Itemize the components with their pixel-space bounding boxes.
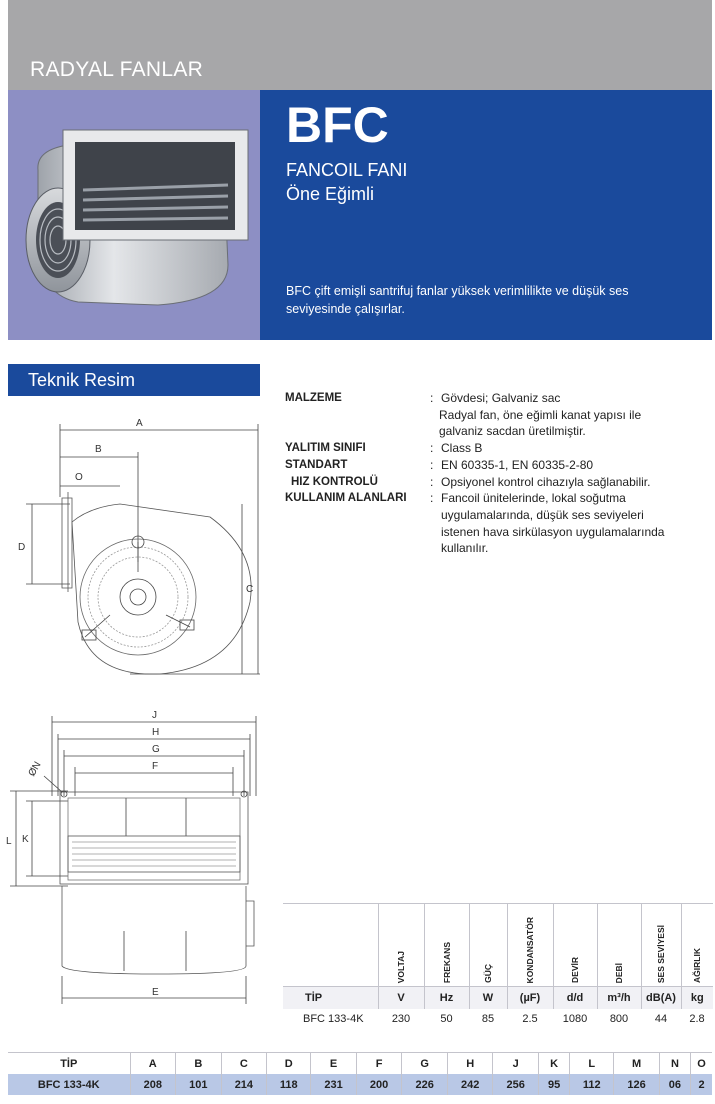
subtitle-type: FANCOIL FANI — [286, 160, 408, 180]
value-cell: 126 — [614, 1074, 660, 1095]
spec-key: KULLANIM ALANLARI — [285, 492, 407, 505]
product-description: BFC çift emişli santrifuj fanlar yüksek verimlilikte ve düşük ses seviyesinde çalışırlar. — [286, 284, 629, 316]
spec-key: YALITIM SINIFI — [285, 442, 366, 455]
tip-cell: BFC 133-4K — [303, 1013, 364, 1025]
fan-illustration — [8, 90, 260, 340]
value-cell: 242 — [447, 1074, 493, 1095]
dim-label: B — [95, 444, 102, 455]
value-cell: 231 — [311, 1074, 357, 1095]
technical-drawing-side — [10, 412, 272, 692]
value-cell: 2.5 — [522, 1013, 538, 1025]
tip-label: TİP — [283, 987, 378, 1010]
value-cell: 44 — [654, 1013, 668, 1025]
spec-value: Opsiyonel kontrol cihazıyla sağlanabilir. — [441, 474, 651, 489]
dim-label: O — [75, 472, 83, 483]
unit-cell: kg — [681, 987, 713, 1010]
model-name: BFC — [286, 97, 389, 153]
spec-row: YALITIM SINIFI : Class B — [285, 440, 711, 457]
value-cell: 200 — [356, 1074, 402, 1095]
col-header: C — [221, 1053, 267, 1075]
col-header: DEVİR — [553, 904, 597, 987]
spec-value: uygulamalarında, düşük ses seviyeleri — [441, 507, 644, 522]
value-cell: 1080 — [562, 1013, 588, 1025]
dim-label: C — [246, 584, 254, 595]
product-photo — [8, 90, 260, 340]
spec-row: MALZEME : Gövdesi; Galvaniz sac Radyal fan, öne eğimli kanat yapısı ile galvaniz sacdan üretilmiştir. — [285, 390, 711, 440]
spec-list — [285, 390, 711, 557]
col-header: K — [539, 1053, 570, 1075]
spec-key: STANDART — [285, 458, 348, 471]
col-header: AĞIRLIK — [681, 904, 713, 987]
unit-cell: dB(A) — [641, 987, 681, 1010]
spec-row: STANDART : EN 60335-1, EN 60335-2-80 — [285, 457, 711, 474]
table-row — [283, 1009, 713, 1029]
col-header: L — [570, 1053, 614, 1075]
col-header: SES SEVİYESİ — [641, 904, 681, 987]
col-header: DEBİ — [597, 904, 641, 987]
col-header: A — [130, 1053, 176, 1075]
dim-label: D — [18, 542, 26, 553]
spec-value: galvaniz sacdan üretilmiştir. — [439, 424, 586, 439]
col-header: KONDANSATÖR — [507, 904, 553, 987]
col-header: B — [176, 1053, 222, 1075]
col-header: GÜÇ — [469, 904, 507, 987]
dim-label: K — [22, 834, 29, 845]
value-cell: 2 — [691, 1074, 712, 1095]
tip-cell: BFC 133-4K — [8, 1074, 130, 1095]
subtitle-blade: Öne Eğimli — [286, 184, 375, 204]
col-header: E — [311, 1053, 357, 1075]
spec-value: Gövdesi; Galvaniz sac — [441, 391, 561, 405]
value-cell: 118 — [267, 1074, 311, 1095]
value-cell: 226 — [402, 1074, 448, 1095]
value-cell: 208 — [130, 1074, 176, 1095]
dim-label: G — [152, 744, 160, 755]
section-title: Teknik Resim — [28, 370, 136, 390]
value-cell: 95 — [539, 1074, 570, 1095]
spec-value: istenen hava sirkülasyon uygulamalarında — [441, 524, 665, 539]
spec-value: Fancoil ünitelerinde, lokal soğutma — [441, 491, 626, 506]
spec-row: HIZ KONTROLÜ : Opsiyonel kontrol cihazıyla sağlanabilir. — [285, 474, 711, 491]
value-cell: 256 — [493, 1074, 539, 1095]
header-band — [8, 0, 712, 90]
value-cell: 214 — [221, 1074, 267, 1095]
performance-table — [283, 903, 713, 1029]
dimension-table — [8, 1052, 712, 1095]
value-cell: 50 — [440, 1013, 453, 1025]
unit-cell: d/d — [553, 987, 597, 1010]
col-header: F — [356, 1053, 402, 1075]
unit-cell: m³/h — [597, 987, 641, 1010]
col-header: FREKANS — [424, 904, 469, 987]
spec-value: Radyal fan, öne eğimli kanat yapısı ile — [439, 407, 642, 422]
spec-value: EN 60335-1, EN 60335-2-80 — [441, 457, 594, 472]
spec-key: HIZ KONTROLÜ — [291, 475, 378, 488]
value-cell: 2.8 — [689, 1013, 705, 1025]
col-header: M — [614, 1053, 660, 1075]
value-cell: 112 — [570, 1074, 614, 1095]
col-header: G — [402, 1053, 448, 1075]
section-header — [8, 364, 260, 396]
value-cell: 800 — [609, 1013, 629, 1025]
dim-label: H — [152, 727, 160, 738]
dim-label: F — [152, 761, 159, 772]
value-cell: 230 — [391, 1013, 411, 1025]
col-header: N — [659, 1053, 690, 1075]
unit-cell: (µF) — [507, 987, 553, 1010]
col-header: TİP — [8, 1053, 130, 1075]
dimension-header-row — [8, 1053, 712, 1075]
technical-drawing-front — [8, 706, 276, 1016]
col-header: VOLTAJ — [378, 904, 424, 987]
spec-row: KULLANIM ALANLARI : Fancoil ünitelerinde, lokal soğutma uygulamalarında, düşük ses seviyeleri istenen hava sirkülasyon uygulamalarında kullanılır. — [285, 490, 711, 557]
spec-key: MALZEME — [285, 392, 342, 404]
value-cell: 85 — [481, 1013, 495, 1025]
col-header: H — [447, 1053, 493, 1075]
unit-cell: W — [469, 987, 507, 1010]
unit-cell: V — [378, 987, 424, 1010]
spec-value: Class B — [441, 441, 483, 456]
col-header: J — [493, 1053, 539, 1075]
spec-value: kullanılır. — [441, 541, 489, 556]
col-header: O — [691, 1053, 712, 1075]
dim-label: E — [152, 987, 159, 998]
col-header: D — [267, 1053, 311, 1075]
dim-label: L — [6, 836, 12, 847]
dim-label: ØN — [26, 759, 44, 779]
hero-panel — [260, 90, 712, 340]
dim-label: J — [152, 710, 157, 721]
unit-cell: Hz — [424, 987, 469, 1010]
value-cell: 101 — [176, 1074, 222, 1095]
value-cell: 06 — [659, 1074, 690, 1095]
category-title: RADYAL FANLAR — [30, 58, 204, 81]
table-row — [8, 1074, 712, 1095]
dim-label: A — [136, 418, 143, 429]
